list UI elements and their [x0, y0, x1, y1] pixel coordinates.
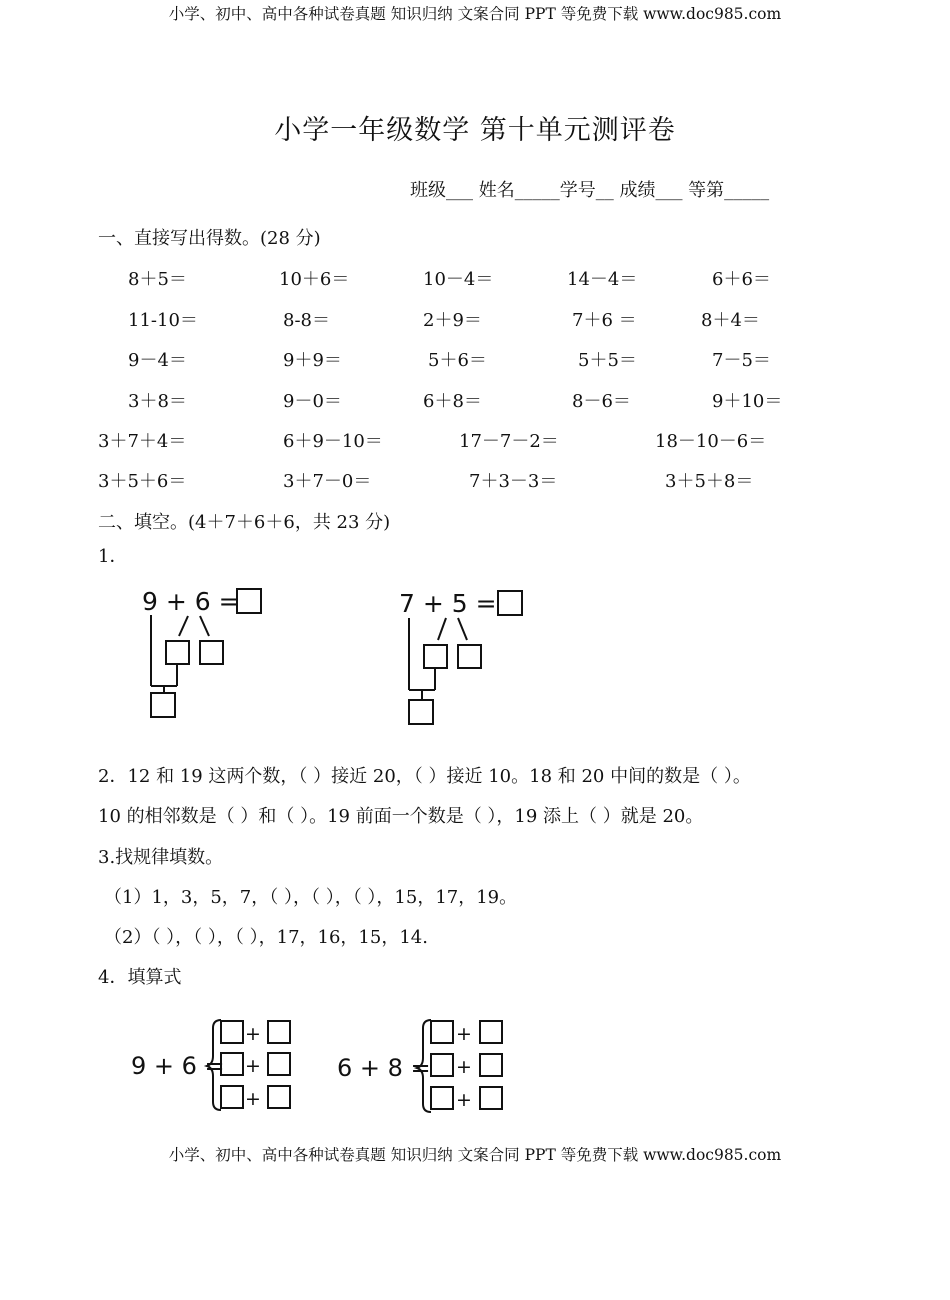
problem-r4-c4: 8－6＝	[572, 391, 631, 412]
q2-line-1: 2．12 和 19 这两个数，（ ）接近 20，（ ）接近 10。18 和 20 中间的数是（ ）。	[98, 766, 751, 787]
q4-b-row1-box2[interactable]	[480, 1021, 502, 1043]
problem-r6-c4: 3＋5＋8＝	[665, 471, 754, 492]
q4-label: 4．填算式	[98, 967, 182, 988]
q4-figure-a-equation: 9 + 6 =	[131, 1052, 225, 1080]
q4-b-row2-box2[interactable]	[480, 1054, 502, 1076]
q1-figure-a-split-box-2[interactable]	[200, 641, 223, 664]
q4-b-row3-box2[interactable]	[480, 1087, 502, 1109]
plus-sign: +	[456, 1089, 472, 1111]
problem-r2-c3: 2＋9＝	[423, 310, 482, 331]
problem-r4-c2: 9－0＝	[283, 391, 342, 412]
q4-equation-figures	[125, 1010, 525, 1120]
q4-a-row3-box1[interactable]	[221, 1086, 243, 1108]
problem-r2-c4: 7＋6 ＝	[572, 310, 637, 331]
section2-heading: 二、填空。(4＋7＋6＋6，共 23 分)	[98, 512, 391, 533]
q4-a-row3-box2[interactable]	[268, 1086, 290, 1108]
section1-heading: 一、直接写出得数。(28 分)	[98, 228, 321, 249]
q4-b-row3-box1[interactable]	[431, 1087, 453, 1109]
q1-figure-b-ten-box[interactable]	[409, 700, 433, 724]
problem-r3-c1: 9－4＝	[128, 350, 187, 371]
q1-figure-b-equation: 7 + 5 =	[399, 589, 497, 618]
problem-r5-c2: 6＋9－10＝	[283, 431, 383, 452]
problem-r1-c1: 8＋5＝	[128, 269, 187, 290]
plus-sign: +	[456, 1056, 472, 1078]
q3-sequence-2: （2）（ ），（ ），（ ），17，16，15，14.	[104, 927, 428, 948]
problem-r2-c5: 8＋4＝	[701, 310, 760, 331]
problem-r1-c4: 14－4＝	[567, 269, 638, 290]
page-header: 小学、初中、高中各种试卷真题 知识归纳 文案合同 PPT 等免费下载 www.doc985.com	[168, 5, 782, 23]
q4-b-row1-box1[interactable]	[431, 1021, 453, 1043]
problem-r1-c3: 10－4＝	[423, 269, 494, 290]
problem-r3-c4: 5＋5＝	[578, 350, 637, 371]
problem-r4-c3: 6＋8＝	[423, 391, 482, 412]
q3-sequence-1: （1）1，3，5，7，（ ），（ ），（ ），15，17，19。	[104, 887, 518, 908]
q4-a-row1-box1[interactable]	[221, 1021, 243, 1043]
problem-r6-c1: 3＋5＋6＝	[98, 471, 187, 492]
plus-sign: +	[456, 1023, 472, 1045]
page-footer: 小学、初中、高中各种试卷真题 知识归纳 文案合同 PPT 等免费下载 www.doc985.com	[168, 1146, 782, 1164]
q1-figure-a-equation: 9 + 6 =	[142, 587, 240, 616]
plus-sign: +	[245, 1055, 261, 1077]
q1-figure-b-split-box-1[interactable]	[424, 645, 447, 668]
q1-label: 1．	[98, 546, 128, 567]
student-info-line: 班级___ 姓名_____学号__ 成绩___ 等第_____	[410, 180, 770, 201]
problem-r6-c3: 7＋3－3＝	[469, 471, 558, 492]
problem-r5-c1: 3＋7＋4＝	[98, 431, 187, 452]
problem-r3-c2: 9＋9＝	[283, 350, 342, 371]
q4-a-row2-box2[interactable]	[268, 1053, 290, 1075]
problem-r1-c2: 10＋6＝	[279, 269, 350, 290]
q1-figure-a-answer-box[interactable]	[237, 589, 261, 613]
plus-sign: +	[245, 1023, 261, 1045]
problem-r2-c1: 11-10＝	[128, 310, 198, 331]
problem-r6-c2: 3＋7－0＝	[283, 471, 372, 492]
q4-a-row1-box2[interactable]	[268, 1021, 290, 1043]
problem-r1-c5: 6＋6＝	[712, 269, 771, 290]
q1-decomposition-figures	[120, 580, 540, 740]
problem-r5-c3: 17－7－2＝	[459, 431, 559, 452]
q4-figure-b-equation: 6 + 8 =	[337, 1054, 431, 1082]
problem-r4-c5: 9＋10＝	[712, 391, 783, 412]
problem-r3-c5: 7－5＝	[712, 350, 771, 371]
problem-r2-c2: 8-8＝	[283, 310, 330, 331]
q1-figure-a-split-box-1[interactable]	[166, 641, 189, 664]
problem-r5-c4: 18－10－6＝	[655, 431, 767, 452]
q4-b-row2-box1[interactable]	[431, 1054, 453, 1076]
problem-r4-c1: 3＋8＝	[128, 391, 187, 412]
q2-line-2: 10 的相邻数是（ ）和（ ）。19 前面一个数是（ ），19 添上（ ）就是 20。	[98, 806, 704, 827]
page-title: 小学一年级数学 第十单元测评卷	[274, 115, 676, 146]
problem-r3-c3: 5＋6＝	[428, 350, 487, 371]
q1-figure-a-ten-box[interactable]	[151, 693, 175, 717]
plus-sign: +	[245, 1088, 261, 1110]
q1-figure-b-answer-box[interactable]	[498, 591, 522, 615]
q3-label: 3.找规律填数。	[98, 847, 224, 868]
q1-figure-b-split-box-2[interactable]	[458, 645, 481, 668]
